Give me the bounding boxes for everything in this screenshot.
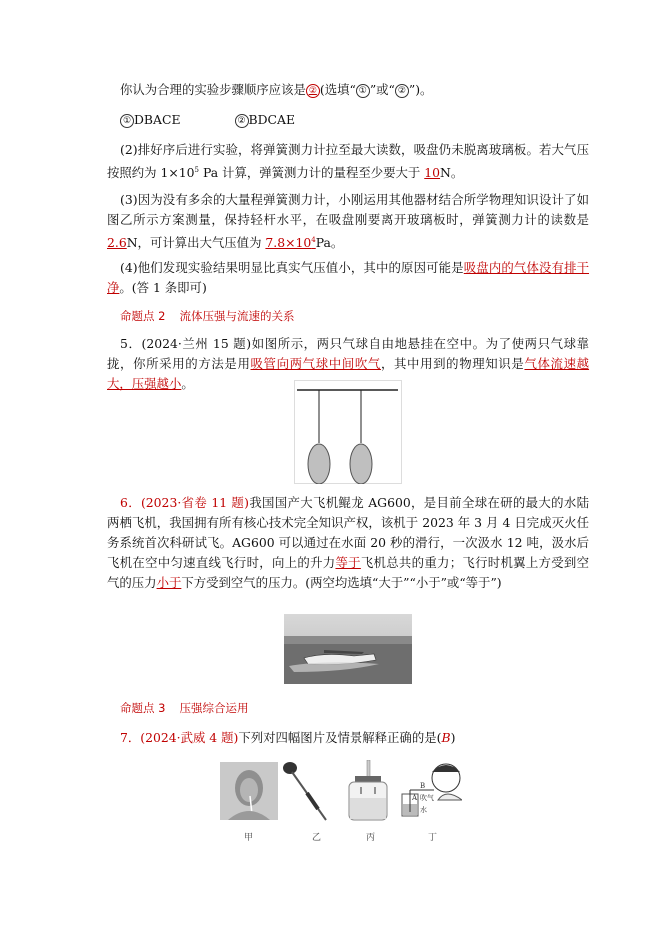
text: ”或“ [369,82,395,97]
topic-title: 流体压强与流速的关系 [179,309,295,323]
label-blow: 吹气 [420,794,434,802]
answer: 10 [424,165,441,181]
text: 如图所示，两只气球自由地悬挂在空中。为了使两只气球靠拢，你所采用的方法是用 [107,336,590,371]
answer: 等于 [335,555,361,570]
text: 下方受到空气的压力。(两空均选填“大于”“小于”或“等于”) [181,575,502,590]
text: (3)因为没有多余的大量程弹簧测力计，小刚运用其他器材结合所学物理知识设计了如图乙所示方案测量，保持轻杆水平，在吸盘刚要离开玻璃板时，弹簧测力计的读数是 [107,192,589,227]
caption-bing: 丙 [366,833,376,843]
question-7 [120,728,602,748]
caption-ding: 丁 [428,833,438,843]
answer: 小于 [156,575,182,590]
answer: 吸盘内的气体没有排干净 [107,260,590,295]
topic-title: 压强综合运用 [179,701,249,715]
option-1-mark: ① [120,114,134,128]
caption-jia: 甲 [244,833,254,843]
exponent: 4 [311,236,316,244]
text: (2)排好序后进行实验，将弹簧测力计拉至最大读数，吸盘仍未脱离玻璃板。若大气压按照约为 1×10 [107,142,589,181]
exponent: 5 [194,166,200,174]
figure-ding-blowing [400,760,462,824]
balloon-left [308,444,330,484]
balloons-figure [294,380,402,484]
text: 我国国产大飞机鲲龙 AG600，是目前全球在研的最大的水陆两栖飞机，我国拥有所有核心技术完全知识产权，该机于 2023 年 3 月 4 日完成灭火任务系统首次科研试飞。AG600 可以通过在水面 20 秒的滑行，一次汲水 12 吨，汲水后飞机在空中匀速直线飞行时，向上的升力 [107,495,589,570]
text: Pa 计算，弹簧测力计的量程至少要大于 [199,165,425,181]
question-number: 7．(2024·武威 4 题) [120,730,239,745]
option-1: DBACE [134,112,181,127]
figure-yi-tool [282,760,332,825]
seaplane-photo [284,614,412,684]
topic-heading-3 [120,700,262,716]
label-a: A [412,794,418,802]
balloon-right [350,444,372,484]
option-mark: ① [356,84,370,98]
label-water: 水 [420,806,427,814]
question-number: 5．(2024·兰州 15 题) [120,336,252,351]
option-2-mark: ② [235,114,249,128]
answer [265,235,315,250]
q4-part4 [107,258,589,298]
caption-yi: 乙 [312,833,322,843]
text: ) [450,730,456,745]
text: 飞机总共的重力；飞行时机翼上方受到空气的压力 [107,555,590,590]
text: (选填“ [319,82,356,97]
text: ，其中用到的物理知识是 [380,356,525,371]
q4-options [120,110,602,130]
topic-label: 命题点 2 [120,309,166,323]
text: ”)。 [408,82,433,97]
answer-base: 7.8×10 [265,235,312,251]
answer: 气体流速越大，压强越小 [107,356,590,391]
text: (4)他们发现实验结果明显比真实气压值小，其中的原因可能是 [120,260,464,275]
topic-label: 命题点 3 [120,701,166,715]
figure-bing-bottle [345,760,391,824]
text: 。(答 1 条即可) [119,280,207,295]
answer: B [441,730,451,745]
text: 你认为合理的实验步骤顺序应该是 [120,82,306,97]
figure-jia-girl-straw [220,762,278,820]
q4-part3 [107,190,589,253]
text: 。 [181,376,194,391]
option-mark: ② [395,84,409,98]
text: N，可计算出大气压值为 [126,235,266,251]
question-6 [107,493,589,593]
q4-order-question [107,80,589,100]
q4-part2 [107,140,589,183]
option-2: BDCAE [248,112,296,127]
text: Pa。 [315,235,344,251]
label-b: B [420,782,426,790]
text: N。 [440,165,464,181]
answer: 吸管向两气球中间吹气 [250,356,381,371]
answer-order: ② [306,84,320,98]
answer: 2.6 [107,235,127,251]
text: 下列对四幅图片及情景解释正确的是( [238,730,442,745]
question-number: 6．(2023·省卷 11 题) [120,495,249,510]
topic-heading-2 [120,308,308,324]
